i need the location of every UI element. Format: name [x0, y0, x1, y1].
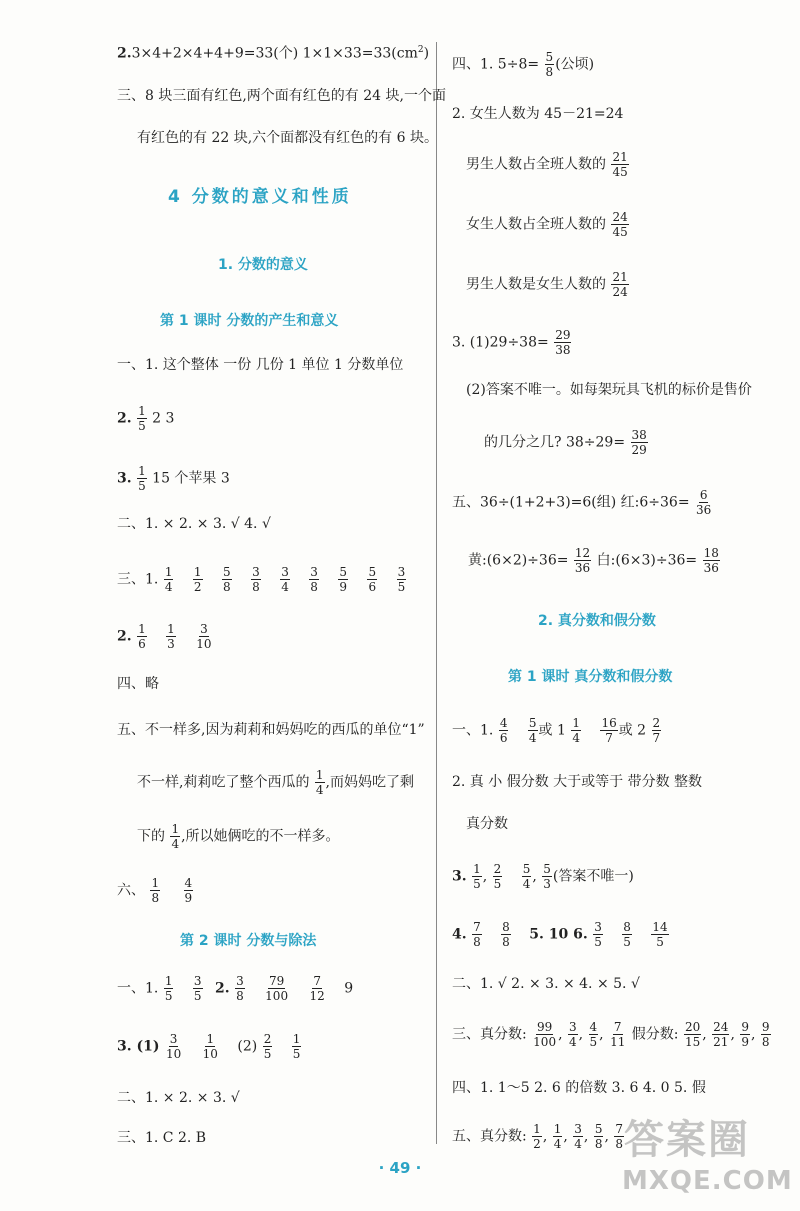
fraction: $\frac{9}{9}$ — [741, 1020, 749, 1049]
answer-line: 五、不一样多,因为莉莉和妈妈吃的西瓜的单位“1” — [117, 722, 425, 738]
fraction: $\frac{7}{8}$ — [473, 920, 481, 949]
answer-line: 黄:(6×2)÷36= $\frac{12}{36}$ 白:(6×3)÷36= $\frac{18}{36}$ — [468, 546, 719, 575]
answer-line: 二、1. × 2. × 3. √ — [117, 1090, 240, 1106]
fraction: $\frac{1}{4}$ — [553, 1122, 562, 1151]
fraction: $\frac{2}{5}$ — [263, 1032, 272, 1061]
watermark-logo: 答案圈 — [624, 1117, 750, 1163]
answer-line: 2. $\frac{1}{5}$ 2 3 — [117, 404, 175, 433]
fraction: $\frac{1}{8}$ — [151, 876, 160, 905]
answer-line: 三、8 块三面有红色,两个面有红色的有 24 块,一个面 — [117, 88, 446, 104]
answer-line: 3. (1)29÷38= $\frac{29}{38}$ — [452, 328, 571, 357]
fraction: $\frac{3}{5}$ — [397, 565, 406, 594]
answer-line: 一、1. $\frac{1}{5}$ $\frac{3}{5}$ 2. $\frac{3}{8}$ $\frac{79}{100}$ $\frac{7}{12}$ 9 — [117, 974, 354, 1003]
fraction: $\frac{1}{4}$ — [164, 565, 173, 594]
answer-line: 三、1. C 2. B — [117, 1130, 207, 1146]
fraction: $\frac{1}{5}$ — [138, 464, 146, 493]
fraction: $\frac{99}{100}$ — [533, 1020, 557, 1049]
fraction: $\frac{2}{7}$ — [652, 716, 661, 745]
answer-line: 五、真分数: $\frac{1}{2}$ , $\frac{1}{4}$ , $\frac{3}{4}$ , $\frac{5}{8}$ , $\frac{7}{8}$ — [452, 1122, 623, 1151]
fraction: $\frac{24}{21}$ — [713, 1020, 729, 1049]
answer-line: 男生人数占全班人数的 $\frac{21}{45}$ — [466, 150, 628, 179]
fraction: $\frac{16}{7}$ — [601, 716, 617, 745]
answer-line: 不一样,莉莉吃了整个西瓜的 $\frac{1}{4}$ ,而妈妈吃了剩 — [137, 768, 414, 797]
fraction: $\frac{5}{4}$ — [528, 716, 537, 745]
answer-line: 二、1. √ 2. × 3. × 4. × 5. √ — [452, 976, 640, 992]
page-number: · 49 · — [378, 1159, 422, 1177]
fraction: $\frac{24}{45}$ — [612, 210, 628, 239]
column-divider — [436, 42, 437, 1144]
fraction: $\frac{1}{4}$ — [171, 822, 180, 851]
lesson-title: 第 2 课时 分数与除法 — [180, 933, 317, 949]
fraction: $\frac{3}{4}$ — [568, 1020, 577, 1049]
fraction: $\frac{1}{5}$ — [138, 404, 146, 433]
fraction: $\frac{5}{8}$ — [545, 50, 554, 79]
answer-line: 四、略 — [117, 676, 159, 692]
fraction: $\frac{5}{8}$ — [223, 565, 231, 594]
fraction: $\frac{5}{8}$ — [594, 1122, 603, 1151]
answer-line: 五、36÷(1+2+3)=6(组) 红:6÷36= $\frac{6}{36}$ — [452, 488, 712, 517]
fraction: $\frac{21}{45}$ — [612, 150, 628, 179]
answer-line: 下的 $\frac{1}{4}$ ,所以她俩吃的不一样多。 — [137, 822, 340, 851]
fraction: $\frac{6}{36}$ — [696, 488, 712, 517]
fraction: $\frac{3}{4}$ — [574, 1122, 582, 1151]
fraction: $\frac{79}{100}$ — [265, 974, 289, 1003]
fraction: $\frac{3}{5}$ — [193, 974, 202, 1003]
answer-line: 2. 女生人数为 45－21=24 — [452, 106, 624, 122]
fraction: $\frac{5}{3}$ — [543, 862, 551, 891]
fraction: $\frac{9}{8}$ — [761, 1020, 770, 1049]
fraction: $\frac{1}{4}$ — [572, 716, 580, 745]
section-title: 1. 分数的意义 — [218, 257, 308, 273]
answer-line: 3. (1) $\frac{3}{10}$ $\frac{1}{10}$ (2) $\frac{2}{5}$ $\frac{1}{5}$ — [117, 1032, 301, 1061]
answer-line: 4. $\frac{7}{8}$ $\frac{8}{8}$ 5. 10 6. $\frac{3}{5}$ $\frac{8}{5}$ $\frac{14}{5}$ — [452, 920, 668, 949]
fraction: $\frac{5}{4}$ — [522, 862, 531, 891]
watermark-url: MXQE.COM — [622, 1166, 793, 1196]
section-title: 2. 真分数和假分数 — [538, 613, 656, 629]
fraction: $\frac{3}{8}$ — [236, 974, 244, 1003]
fraction: $\frac{1}{3}$ — [167, 622, 175, 651]
fraction: $\frac{18}{36}$ — [703, 546, 719, 575]
fraction: $\frac{3}{5}$ — [594, 920, 602, 949]
fraction: $\frac{7}{12}$ — [309, 974, 325, 1003]
answer-line: (2)答案不唯一。如每架玩具飞机的标价是售价 — [466, 382, 752, 398]
fraction: $\frac{29}{38}$ — [555, 328, 571, 357]
fraction: $\frac{7}{11}$ — [610, 1020, 626, 1049]
fraction: $\frac{20}{15}$ — [684, 1020, 701, 1049]
fraction: $\frac{4}{5}$ — [589, 1020, 598, 1049]
fraction: $\frac{5}{6}$ — [368, 565, 377, 594]
answer-line: 四、1. 1～5 2. 6 的倍数 3. 6 4. 0 5. 假 — [452, 1080, 706, 1096]
answer-line: 男生人数是女生人数的 $\frac{21}{24}$ — [466, 270, 628, 299]
fraction: $\frac{3}{8}$ — [310, 565, 318, 594]
fraction: $\frac{1}{10}$ — [202, 1032, 218, 1061]
fraction: $\frac{7}{8}$ — [615, 1122, 623, 1151]
fraction: $\frac{8}{8}$ — [502, 920, 510, 949]
answer-line: 女生人数占全班人数的 $\frac{24}{45}$ — [466, 210, 628, 239]
fraction: $\frac{3}{10}$ — [196, 622, 212, 651]
fraction: $\frac{1}{5}$ — [292, 1032, 301, 1061]
fraction: $\frac{12}{36}$ — [574, 546, 591, 575]
answer-line: 二、1. × 2. × 3. √ 4. √ — [117, 516, 271, 532]
fraction: $\frac{1}{2}$ — [193, 565, 202, 594]
fraction: $\frac{8}{5}$ — [623, 920, 631, 949]
fraction: $\frac{1}{6}$ — [138, 622, 146, 651]
answer-line: 2. 真 小 假分数 大于或等于 带分数 整数 — [452, 774, 703, 790]
answer-line: 三、真分数: $\frac{99}{100}$ , $\frac{3}{4}$ , $\frac{4}{5}$ , $\frac{7}{11}$ 假分数: $\frac{20}{15}$ , $\frac{24}{21}$ , $\frac{9}{9}$ , $\frac{9}{8}$ — [452, 1020, 770, 1049]
answer-line: 的几分之几? 38÷29= $\frac{38}{29}$ — [484, 428, 647, 457]
answer-line: 3. $\frac{1}{5}$ 15 个苹果 3 — [117, 464, 230, 493]
fraction: $\frac{4}{6}$ — [499, 716, 508, 745]
answer-line: 六、 $\frac{1}{8}$ $\frac{4}{9}$ — [117, 876, 193, 905]
lesson-title: 第 1 课时 分数的产生和意义 — [160, 313, 339, 329]
lesson-title: 第 1 课时 真分数和假分数 — [508, 669, 673, 685]
fraction: $\frac{5}{9}$ — [339, 565, 348, 594]
answer-line: 一、1. 这个整体 一份 几份 1 单位 1 分数单位 — [117, 357, 404, 373]
fraction: $\frac{3}{10}$ — [165, 1032, 182, 1061]
answer-line: 四、1. 5÷8= $\frac{5}{8}$ (公顷) — [452, 50, 595, 79]
fraction: $\frac{2}{5}$ — [493, 862, 502, 891]
fraction: $\frac{3}{4}$ — [281, 565, 289, 594]
answer-line: 三、1. $\frac{1}{4}$ $\frac{1}{2}$ $\frac{5}{8}$ $\frac{3}{8}$ $\frac{3}{4}$ $\frac{3}{8}$ $\frac{5}{9}$ $\frac{5}{6}$ $\frac{3}{5}$ — [117, 565, 406, 594]
answer-line: 有红色的有 22 块,六个面都没有红色的有 6 块。 — [137, 130, 438, 146]
chapter-title: 4 分数的意义和性质 — [168, 187, 352, 207]
answer-line: 一、1. $\frac{4}{6}$ $\frac{5}{4}$ 或 1 $\frac{1}{4}$ $\frac{16}{7}$ 或 2 $\frac{2}{7}$ — [452, 716, 661, 745]
fraction: $\frac{1}{5}$ — [473, 862, 481, 891]
answer-line: 2. $\frac{1}{6}$ $\frac{1}{3}$ $\frac{3}{10}$ — [117, 622, 212, 651]
fraction: $\frac{14}{5}$ — [652, 920, 668, 949]
answer-line: 真分数 — [466, 816, 508, 832]
fraction: $\frac{38}{29}$ — [631, 428, 647, 457]
fraction: $\frac{21}{24}$ — [612, 270, 628, 299]
fraction: $\frac{1}{5}$ — [164, 974, 173, 1003]
fraction: $\frac{4}{9}$ — [184, 876, 193, 905]
answer-line: 2.3×4+2×4+4+9=33(个) $1\times 1\times 33=33(cm^2)$ — [117, 45, 430, 62]
fraction: $\frac{1}{4}$ — [315, 768, 324, 797]
fraction: $\frac{3}{8}$ — [252, 565, 260, 594]
fraction: $\frac{1}{2}$ — [533, 1122, 541, 1151]
answer-line: 3. $\frac{1}{5}$ , $\frac{2}{5}$ $\frac{5}{4}$ , $\frac{5}{3}$ (答案不唯一) — [452, 862, 634, 891]
